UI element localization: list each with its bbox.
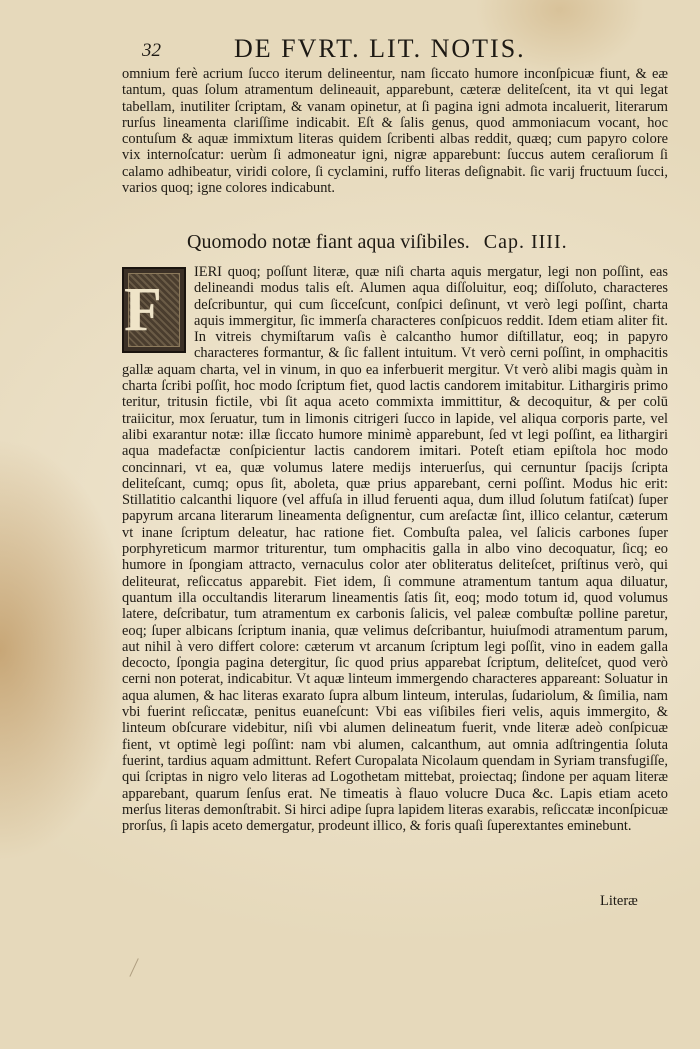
chapter-number: Cap. IIII. [483,231,568,253]
decorated-initial [122,267,186,353]
chapter-title: Quomodo notæ fiant aqua viſibiles. [187,231,470,253]
chapter-paragraph-text: IERI quoq; poſſunt literæ, quæ niſi charta aquis mergatur, legi non poſſint, eas delineandi modus talis eſt. Alumen aqua diſſoluitur, eoq; diſſoluto, characteres deſcribuntur, qui cum ſicceſcunt, conſpici deſinunt, vt verò legi poſſint, charta aquis immergitur, ſic immerſa characteres conſpicuos reddit. Idem etiam aliter fit. In vitreis chymiſtarum vaſis è calcantho humor diſtillatur, eoq; in papyro characteres formantur, & ſic fallent intuitum. Vt verò cerni poſſint, in omphacitis gallæ aquam charta, vel in vinum, in quo ea inferbuerit mergitur. Vt verò alibi magis quàm in charta ſcribi poſſit, hoc modo ſcriptum fiet, quod lactis candorem imitabitur. Lithargiris primo teritur, tritusin fictile, vbi ſit aqua aceto commixta immittitur, & decoquitur, & per colū traiicitur, mox ſeruatur, tum in limonis citrigeri ſucco in lapide, vel aliqua corporis parte, vel alibi exarantur notæ: illæ ſiccato humore minimè apparebunt, ſed vt legi poſſint, ea lithargiri aqua madefactæ conſpicientur lactis candorem imitari. Poteſt etiam epiſtola hoc modo concinnari, vt ea, quæ volumus latere medijs interuerſus, qui cernuntur ſpacijs ſcripta deliteſcant, cumq; opus ſit, aboleta, quæ prius apparebant, cerni poſſint. Modus hic erit: Stillatitio calcanthi liquore (vel affuſa in illud feruenti aqua, dum illud ſolutum fatiſcat) ſuper papyrum arcana literarum lineamenta deſignentur, cum areſactæ ſint, illico celantur, cæterum vt inane ſcriptum deleatur, hac ratione fiet. Combuſta palea, vel ſalicis carbones ſuper porphyreticum marmor triturentur, tum omphacitis galla in albo vino decoquatur, ſicq; eo humore in ſpongiam attracto, vernaculus color ater obliteratus deliteſcet, priſtinus verò, qui deliteurat, reſiccatus apparebit. Fiet idem, ſi commune atramentum tantum aqua diluatur, quantum illa occultandis literarum lineamentis ſatis ſit, eoq; modo totum id, quod volumus latere, deſcribatur, tum atramentum ex carbonis ſalicis, vel paleæ combuſtæ polline paretur, eoq; ſuper albicans ſcriptum inania, quæ velimus deſcribantur, huiuſmodi atramentum parum, aut nihil à vero differt colore: cæterum vt arcanum ſcriptum legi poſſit, vino in eadem galla decocto, ſpongia pagina detergitur, ſic quod prius apparebat ſcriptum, deliteſcet, quod verò cerni non poterat, indicabitur. Vt aquæ linteum immergendo characteres appareant: Soluatur in aqua alumen, & hac literas exarato ſupra album linteum, interulas, ſudariolum, & ſimilia, nam vbi fuerint reſiccatæ, penitus euaneſcunt: Vbi eas viſibiles fieri velis, aquis immergito, & linteum obſcurare videbitur, niſi vbi alumen delineatum fuerit, vnde literæ adeò conſpicuæ fient, vt optimè legi poſſint: nam vbi alumen, calcanthum, aut omnia adſtringentia ſoluta fuerint, tardius aquam admittunt. Refert Curopalata Nicolaum quendam in Syriam transfugiſſe, qui ſcriptas in nigro velo literas ad Logothetam mittebat, proiectaq; ſindone per aquam literæ apparebant, quarum ſenſus erat. Ne timeatis à flauo volucre Duca &c. Lapis etiam aceto merſus literas demonſtrabit. Si hirci adipe ſupra lapidem literas exarabis, reſiccatæ inconſpicuæ prorſus, ſi lapis aceto demergatur, prodeunt illico, & foris quaſi ſuperextantes eminebunt. [122,264,668,835]
catchword: Literæ [600,893,638,909]
page-number: 32 [142,40,161,61]
page-header [142,34,642,66]
chapter-paragraph [122,264,668,834]
chapter-heading [187,231,627,254]
paper-mark [129,958,149,982]
drop-cap-letter: F [124,276,162,344]
paragraph-continued: omnium ferè acrium ſucco iterum delineentur, nam ſiccato humore inconſpicuæ fiunt, & eæ tantum, quas ſolum atramentum delineauit, apparebunt, cæteræ deliteſcent, ita vt qui legat tabellam, inutiliter ſcriptam, & vanam opinetur, at ſi pagina igni admota incaluerit, literarum rurſus lineamenta clariſſime indicabit. Eſt & ſalis genus, quod ammoniacum vocant, hoc contuſum & aquæ immixtum literas quidem ſcribenti albas reddit, quæq; cum papyro colore vix internoſcatur: uerùm ſi admoneatur igni, nigræ apparebunt: ſuccus autem ceraſiorum ſi calamo adhibeatur, viridi colore, ſi cyclamini, ruffo literas deſignabit. ſic varij fructuum ſucci, varios quoq; igne colores indicabunt. [122,66,668,197]
running-head: DE FVRT. LIT. NOTIS. [234,34,526,63]
